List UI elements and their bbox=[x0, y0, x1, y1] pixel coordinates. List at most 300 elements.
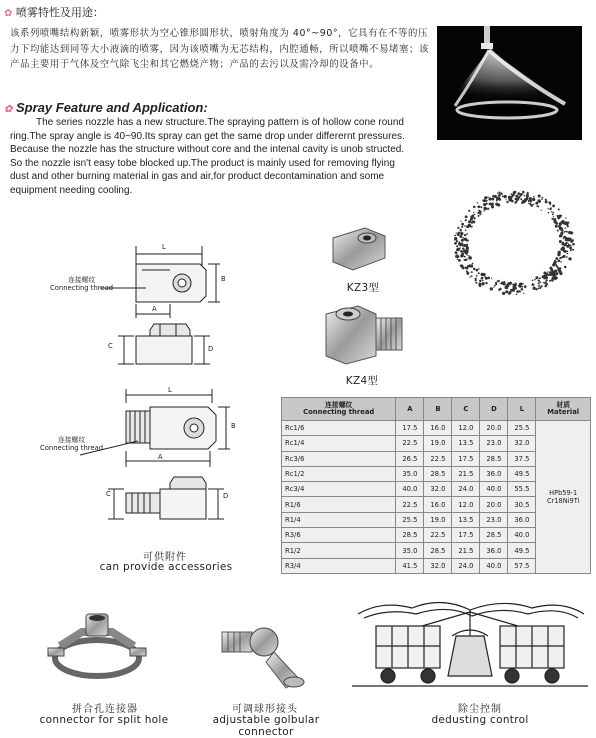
spray-droplet bbox=[559, 257, 561, 259]
spray-droplet bbox=[493, 286, 494, 287]
thread-cell: Rc1/6 bbox=[282, 421, 396, 436]
spray-droplet bbox=[460, 254, 463, 257]
dimension-cell: 35.0 bbox=[396, 466, 424, 481]
spray-droplet bbox=[504, 195, 507, 198]
dimension-cell: 40.0 bbox=[508, 528, 536, 543]
spray-droplet bbox=[567, 253, 568, 254]
spray-droplet bbox=[572, 239, 574, 241]
spray-droplet bbox=[561, 215, 562, 216]
dimension-cell: 12.0 bbox=[452, 497, 480, 512]
spray-droplet bbox=[460, 236, 461, 237]
spray-droplet bbox=[562, 220, 565, 223]
spray-droplet bbox=[457, 227, 459, 229]
spray-droplet bbox=[544, 274, 545, 275]
spray-droplet bbox=[497, 204, 499, 206]
spray-droplet bbox=[478, 206, 481, 209]
kz3-nozzle-image bbox=[323, 218, 393, 278]
spray-droplet bbox=[520, 198, 522, 200]
spray-droplet bbox=[562, 242, 564, 244]
spray-droplet bbox=[498, 192, 500, 194]
spray-droplet bbox=[539, 277, 541, 279]
spray-droplet bbox=[519, 291, 521, 293]
dimension-cell: 23.0 bbox=[480, 512, 508, 527]
dimension-cell: 12.0 bbox=[452, 421, 480, 436]
header-cn: 材质 bbox=[556, 401, 570, 409]
dimension-cell: 22.5 bbox=[424, 528, 452, 543]
spray-droplet bbox=[560, 227, 563, 230]
thread-cell: R1/2 bbox=[282, 543, 396, 558]
spray-droplet bbox=[464, 238, 467, 241]
spray-droplet bbox=[484, 196, 487, 199]
thread-cell: R1/4 bbox=[282, 512, 396, 527]
spray-droplet bbox=[506, 287, 509, 290]
spray-droplet bbox=[528, 203, 529, 204]
dimension-cell: 19.0 bbox=[424, 512, 452, 527]
spray-droplet bbox=[517, 199, 519, 201]
spray-droplet bbox=[505, 290, 508, 293]
spray-droplet bbox=[565, 243, 567, 245]
spray-droplet bbox=[490, 287, 493, 290]
spray-droplet bbox=[494, 285, 496, 287]
spray-droplet bbox=[524, 195, 526, 197]
spray-droplet bbox=[492, 198, 495, 201]
spray-droplet bbox=[517, 192, 520, 195]
spray-droplet bbox=[525, 197, 528, 200]
cn-section-body: 该系列喷嘴结构新颖，喷雾形状为空心锥形圆形状，喷射角度为 40°~90°，它具有在不等的压力下均能达到同等大小液滴的喷雾，因为该喷嘴为无芯结构，内腔通畅，所以喷嘴不易堵塞；该产品主要用于气体及空气除飞尘和其它燃烧产物；产品的去污以及需冷却的设备中。 bbox=[10, 28, 429, 70]
accessories-caption-en: can provide accessories bbox=[99, 561, 233, 573]
spray-droplet bbox=[521, 288, 524, 291]
spray-droplet bbox=[456, 232, 457, 233]
spray-droplet bbox=[541, 197, 543, 199]
flower-bullet-icon: ✿ bbox=[4, 104, 13, 115]
dimension-cell: 40.0 bbox=[480, 558, 508, 573]
en-section-body bbox=[10, 116, 590, 198]
spray-droplet bbox=[549, 280, 551, 282]
spray-droplet bbox=[480, 206, 482, 208]
en-body-line: ring.The spray angle is 40~90.Its spray can get the same drop under differernt pressures. bbox=[10, 130, 405, 142]
dimension-cell: 36.0 bbox=[480, 466, 508, 481]
spray-droplet bbox=[532, 283, 533, 284]
spray-droplet bbox=[460, 221, 461, 222]
dimension-cell: 28.5 bbox=[424, 466, 452, 481]
spray-droplet bbox=[478, 282, 481, 285]
dimension-cell: 20.0 bbox=[480, 421, 508, 436]
spray-droplet bbox=[479, 280, 481, 282]
spray-droplet bbox=[569, 245, 571, 247]
spray-droplet bbox=[487, 276, 490, 279]
dimension-cell: 22.5 bbox=[396, 497, 424, 512]
spray-droplet bbox=[511, 200, 514, 203]
cn-section-title bbox=[4, 4, 104, 20]
spray-droplet bbox=[557, 216, 560, 219]
spray-droplet bbox=[519, 282, 522, 285]
spray-droplet bbox=[508, 292, 511, 295]
spray-droplet bbox=[564, 231, 566, 233]
spray-droplet bbox=[506, 201, 508, 203]
spray-droplet bbox=[552, 264, 555, 267]
dim-label-a: A bbox=[158, 453, 163, 461]
spray-droplet bbox=[565, 267, 567, 269]
spray-droplet bbox=[502, 292, 505, 295]
spray-droplet bbox=[483, 199, 486, 202]
dimension-cell: 28.5 bbox=[480, 528, 508, 543]
spray-droplet bbox=[546, 283, 548, 285]
spray-droplet bbox=[568, 244, 570, 246]
spray-droplet bbox=[478, 272, 480, 274]
dimension-cell: 28.5 bbox=[480, 451, 508, 466]
spray-droplet bbox=[545, 199, 547, 201]
dedusting-illustration bbox=[352, 596, 588, 696]
spray-droplet bbox=[563, 250, 565, 252]
spray-droplet bbox=[479, 210, 482, 213]
dimension-cell: 13.5 bbox=[452, 512, 480, 527]
spray-droplet bbox=[475, 282, 477, 284]
spray-droplet bbox=[459, 241, 461, 243]
spray-droplet bbox=[464, 234, 466, 236]
en-body-line: So the nozzle isn't easy tobe blocked up.The product is mainly used for removing flying bbox=[10, 157, 395, 169]
spray-droplet bbox=[551, 211, 552, 212]
spray-droplet bbox=[566, 256, 568, 258]
header-c: C bbox=[452, 398, 480, 421]
dimension-cell: 40.0 bbox=[480, 482, 508, 497]
spray-droplet bbox=[481, 277, 484, 280]
spray-droplet bbox=[552, 205, 555, 208]
spray-droplet bbox=[469, 264, 472, 267]
spray-droplet bbox=[456, 254, 459, 257]
spray-droplet bbox=[461, 226, 463, 228]
spray-droplet bbox=[473, 221, 475, 223]
dimension-cell: 26.5 bbox=[396, 451, 424, 466]
spray-droplet bbox=[538, 285, 540, 287]
spray-droplet bbox=[572, 249, 574, 251]
spray-droplet bbox=[471, 271, 473, 273]
spray-droplet bbox=[516, 290, 519, 293]
dim-label-d: D bbox=[208, 345, 214, 353]
thread-cell: Rc3/4 bbox=[282, 482, 396, 497]
spray-droplet bbox=[470, 216, 471, 217]
spray-droplet bbox=[466, 247, 469, 250]
spray-droplet bbox=[534, 286, 536, 288]
spray-droplet bbox=[461, 239, 464, 242]
spray-droplet bbox=[500, 192, 502, 194]
spray-droplet bbox=[541, 198, 543, 200]
thread-label-en: Connecting thread bbox=[50, 284, 114, 292]
dimension-cell: 41.5 bbox=[396, 558, 424, 573]
en-body-line: dust and other burning material in gas and air,for product decontamination and some bbox=[10, 171, 385, 183]
kz3-caption: KZ3型 bbox=[346, 282, 380, 294]
spray-droplet bbox=[515, 284, 517, 286]
dim-label-b: B bbox=[221, 275, 226, 283]
spray-droplet bbox=[461, 265, 462, 266]
dimension-cell: 16.0 bbox=[424, 497, 452, 512]
accessories-caption-cn: 可供附件 bbox=[143, 552, 187, 563]
spray-droplet bbox=[529, 197, 532, 200]
spray-droplet bbox=[499, 288, 501, 290]
dimension-cell: 21.5 bbox=[452, 466, 480, 481]
dimension-cell: 32.0 bbox=[424, 482, 452, 497]
spray-droplet bbox=[460, 231, 461, 232]
thread-label-2 bbox=[40, 436, 103, 452]
spray-droplet bbox=[476, 275, 478, 277]
spray-droplet bbox=[552, 280, 554, 282]
spray-droplet bbox=[558, 208, 560, 210]
spray-droplet bbox=[545, 281, 547, 283]
thread-label-cn: 连接螺纹 bbox=[67, 276, 96, 284]
spray-droplet bbox=[457, 248, 459, 250]
spray-droplet bbox=[464, 259, 466, 261]
dim-label-a: A bbox=[152, 305, 157, 313]
spray-droplet bbox=[496, 197, 499, 200]
dimension-cell: 36.0 bbox=[508, 512, 536, 527]
spray-droplet bbox=[466, 251, 469, 254]
spray-droplet bbox=[553, 216, 554, 217]
spray-droplet bbox=[541, 210, 542, 211]
spray-droplet bbox=[484, 276, 486, 278]
spray-droplet bbox=[543, 282, 544, 283]
spray-droplet bbox=[478, 268, 480, 270]
kz4-nozzle-image bbox=[318, 300, 408, 370]
spray-droplet bbox=[465, 219, 467, 221]
spray-droplet bbox=[500, 283, 501, 284]
spec-table bbox=[281, 397, 591, 574]
dim-label-b: B bbox=[231, 422, 236, 430]
en-title-text: Spray Feature and Application: bbox=[16, 100, 208, 115]
spray-droplet bbox=[514, 287, 516, 289]
dimension-cell: 19.0 bbox=[424, 436, 452, 451]
header-l: L bbox=[508, 398, 536, 421]
thread-cell: Rc1/2 bbox=[282, 466, 396, 481]
dimension-cell: 28.5 bbox=[424, 543, 452, 558]
spray-droplet bbox=[550, 272, 552, 274]
spray-droplet bbox=[559, 272, 562, 275]
ball-connector-caption-en: adjustable golbular connector bbox=[212, 714, 320, 738]
spray-droplet bbox=[471, 222, 473, 224]
spray-droplet bbox=[539, 287, 541, 289]
spray-droplet bbox=[498, 194, 501, 197]
spray-droplet bbox=[560, 267, 562, 269]
dim-label-l: L bbox=[168, 386, 172, 394]
spray-droplet bbox=[455, 252, 457, 254]
spray-droplet bbox=[491, 278, 492, 279]
spray-droplet bbox=[556, 222, 559, 225]
spray-droplet bbox=[457, 258, 459, 260]
spray-droplet bbox=[568, 258, 569, 259]
thread-label-1 bbox=[50, 276, 113, 292]
spray-droplet bbox=[559, 222, 562, 225]
spray-droplet bbox=[468, 220, 471, 223]
spray-droplet bbox=[539, 281, 541, 283]
spray-droplet bbox=[473, 217, 475, 219]
kz4-caption: KZ4型 bbox=[345, 375, 379, 387]
header-en: Connecting thread bbox=[303, 408, 375, 416]
spray-droplet bbox=[497, 193, 498, 194]
en-body-line: equipment needing cooling. bbox=[10, 184, 133, 196]
spray-droplet bbox=[522, 193, 523, 194]
spray-droplet bbox=[461, 223, 464, 226]
spray-droplet bbox=[471, 226, 473, 228]
thread-label-en: Connecting thread bbox=[40, 444, 104, 452]
dimension-cell: 49.5 bbox=[508, 466, 536, 481]
spray-droplet bbox=[533, 204, 534, 205]
spray-droplet bbox=[547, 271, 549, 273]
dimension-cell: 37.5 bbox=[508, 451, 536, 466]
spray-droplet bbox=[549, 208, 551, 210]
split-hole-caption-cn: 拼合孔连接器 bbox=[72, 704, 138, 715]
spray-droplet bbox=[467, 240, 469, 242]
dimension-cell: 36.0 bbox=[480, 543, 508, 558]
spray-droplet bbox=[461, 266, 464, 269]
dimension-cell: 17.5 bbox=[452, 528, 480, 543]
header-thread bbox=[282, 398, 396, 421]
spray-droplet bbox=[466, 233, 468, 235]
ball-connector-image bbox=[214, 610, 314, 690]
spray-droplet bbox=[545, 279, 547, 281]
spray-droplet bbox=[569, 247, 572, 250]
dimension-cell: 13.5 bbox=[452, 436, 480, 451]
kz4-drawing bbox=[40, 385, 270, 535]
spray-droplet bbox=[482, 280, 484, 282]
spray-droplet bbox=[481, 273, 484, 276]
dimension-cell: 35.0 bbox=[396, 543, 424, 558]
spray-droplet bbox=[469, 276, 470, 277]
spray-droplet bbox=[478, 215, 480, 217]
cn-title-text: 喷雾特性及用途： bbox=[15, 6, 104, 19]
dimension-cell: 20.0 bbox=[480, 497, 508, 512]
dimension-cell: 25.5 bbox=[396, 512, 424, 527]
spray-droplet bbox=[491, 205, 494, 208]
thread-cell: R3/4 bbox=[282, 558, 396, 573]
spray-droplet bbox=[468, 255, 469, 256]
dim-label-c: C bbox=[106, 490, 111, 498]
spray-droplet bbox=[458, 243, 460, 245]
dimension-cell: 32.0 bbox=[424, 558, 452, 573]
spray-droplet bbox=[533, 196, 535, 198]
spray-droplet bbox=[529, 200, 532, 203]
spray-droplet bbox=[547, 208, 548, 209]
spray-droplet bbox=[538, 282, 540, 284]
spray-droplet bbox=[570, 233, 571, 234]
spray-droplet bbox=[550, 204, 551, 205]
spray-droplet bbox=[485, 282, 487, 284]
thread-label-cn: 连接螺纹 bbox=[57, 436, 86, 444]
spray-droplet bbox=[464, 256, 465, 257]
spray-droplet bbox=[468, 224, 471, 227]
dimension-cell: 17.5 bbox=[396, 421, 424, 436]
thread-cell: Rc1/4 bbox=[282, 436, 396, 451]
dimension-cell: 28.5 bbox=[396, 528, 424, 543]
spray-droplet bbox=[538, 195, 541, 198]
table-header-row bbox=[282, 398, 591, 421]
spray-droplet bbox=[465, 216, 467, 218]
spray-droplet bbox=[542, 275, 545, 278]
spray-droplet bbox=[454, 239, 455, 240]
spray-droplet bbox=[462, 237, 464, 239]
spray-droplet bbox=[469, 256, 472, 259]
spray-droplet bbox=[468, 210, 470, 212]
spray-droplet bbox=[462, 245, 464, 247]
spray-droplet bbox=[472, 263, 474, 265]
en-body-line: Because the nozzle has the structure without core and the intenal cavity is unob structed. bbox=[10, 144, 405, 156]
kz3-drawing bbox=[50, 240, 270, 390]
spray-droplet bbox=[512, 284, 513, 285]
spray-ring-image bbox=[444, 188, 584, 298]
spray-droplet bbox=[473, 206, 476, 209]
dim-label-c: C bbox=[108, 342, 113, 350]
spray-droplet bbox=[460, 250, 463, 253]
thread-cell: R1/6 bbox=[282, 497, 396, 512]
dimension-cell: 24.0 bbox=[452, 482, 480, 497]
spray-droplet bbox=[495, 283, 497, 285]
spray-droplet bbox=[560, 261, 561, 262]
spray-droplet bbox=[475, 269, 478, 272]
spray-droplet bbox=[565, 217, 566, 218]
spray-droplet bbox=[572, 243, 575, 246]
spray-droplet bbox=[498, 198, 501, 201]
spray-droplet bbox=[464, 225, 466, 227]
spray-droplet bbox=[457, 233, 460, 236]
dimension-cell: 25.5 bbox=[508, 421, 536, 436]
spray-droplet bbox=[483, 207, 486, 210]
spray-droplet bbox=[491, 203, 494, 206]
spray-droplet bbox=[570, 249, 572, 251]
spray-droplet bbox=[552, 212, 554, 214]
spray-droplet bbox=[565, 237, 568, 240]
spray-droplet bbox=[456, 240, 458, 242]
spray-droplet bbox=[496, 199, 498, 201]
spray-droplet bbox=[559, 240, 562, 243]
spray-droplet bbox=[554, 278, 556, 280]
spray-droplet bbox=[532, 198, 535, 201]
spray-droplet bbox=[520, 195, 521, 196]
split-hole-connector-image bbox=[42, 610, 152, 690]
dimension-cell: 16.0 bbox=[424, 421, 452, 436]
thread-cell: Rc3/6 bbox=[282, 451, 396, 466]
spray-droplet bbox=[454, 235, 456, 237]
dimension-cell: 49.5 bbox=[508, 543, 536, 558]
spray-droplet bbox=[566, 223, 569, 226]
dimension-cell: 17.5 bbox=[452, 451, 480, 466]
spray-droplet bbox=[555, 257, 558, 260]
spray-droplet bbox=[538, 206, 540, 208]
spray-droplet bbox=[521, 286, 523, 288]
spray-droplet bbox=[459, 247, 460, 248]
ball-connector-caption-cn: 可调球形接头 bbox=[232, 704, 298, 715]
spray-droplet bbox=[545, 273, 548, 276]
spray-droplet bbox=[460, 232, 463, 235]
spray-droplet bbox=[535, 276, 538, 279]
dimension-cell: 30.5 bbox=[508, 497, 536, 512]
spray-droplet bbox=[513, 191, 516, 194]
dedusting-caption-cn: 除尘控制 bbox=[458, 704, 502, 715]
spray-droplet bbox=[567, 250, 569, 252]
spray-droplet bbox=[554, 269, 557, 272]
spray-droplet bbox=[569, 238, 572, 241]
spray-droplet bbox=[526, 194, 529, 197]
spray-droplet bbox=[465, 244, 468, 247]
spray-droplet bbox=[465, 229, 467, 231]
dimension-cell: 32.0 bbox=[508, 436, 536, 451]
dim-label-l: L bbox=[162, 243, 166, 251]
spray-droplet bbox=[530, 204, 533, 207]
spray-droplet bbox=[555, 225, 558, 228]
spray-droplet bbox=[538, 199, 541, 202]
spray-droplet bbox=[545, 200, 548, 203]
dimension-cell: 40.0 bbox=[396, 482, 424, 497]
flower-bullet-icon: ✿ bbox=[4, 8, 13, 19]
dimension-cell: 57.5 bbox=[508, 558, 536, 573]
spray-droplet bbox=[470, 217, 473, 220]
spray-droplet bbox=[524, 285, 527, 288]
